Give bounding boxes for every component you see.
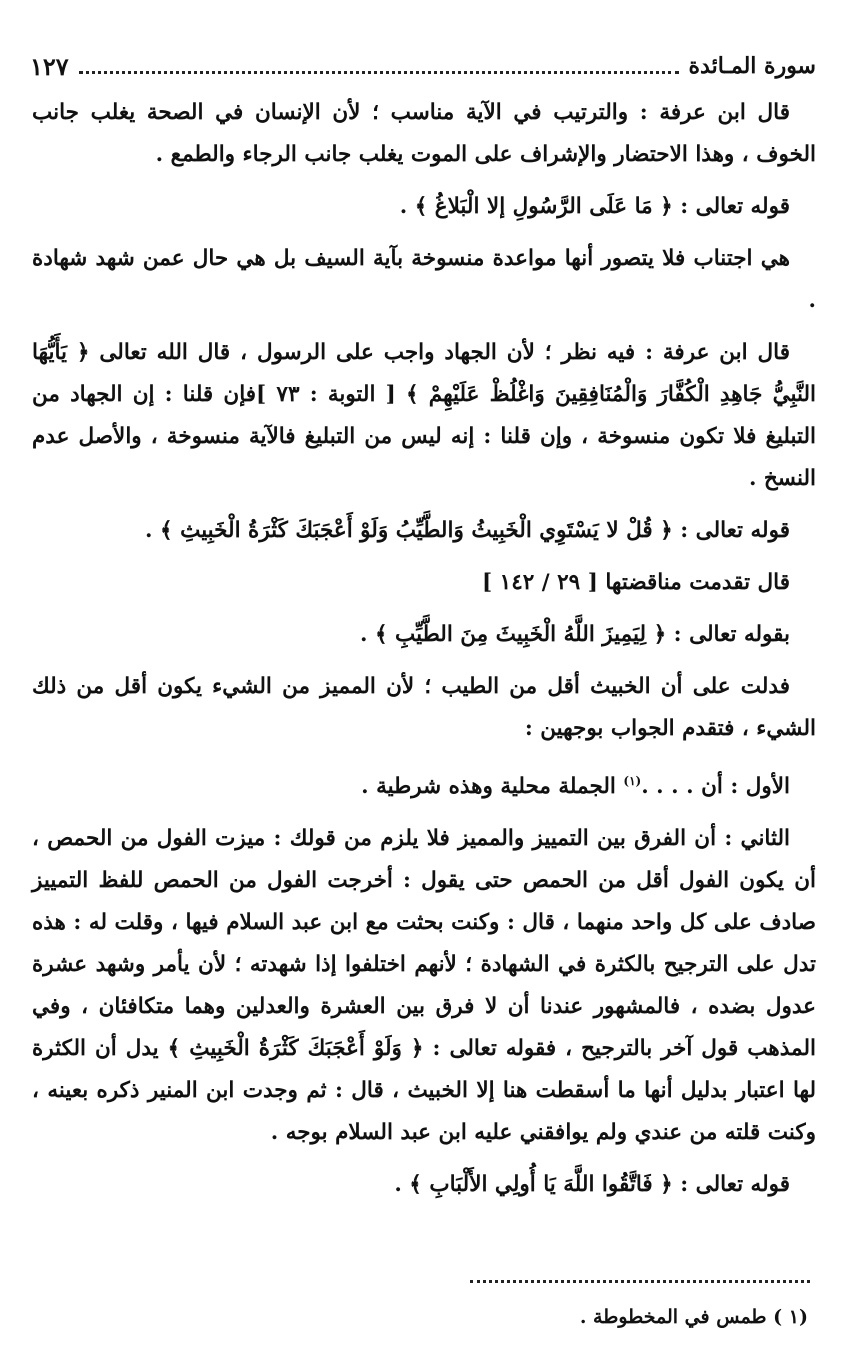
paragraph: فدلت على أن الخبيث أقل من الطيب ؛ لأن المميز من الشيء يكون أقل من ذلك الشيء ، فتقدم الجواب بوجهين : [32, 674, 816, 741]
page-header [30, 46, 816, 86]
paragraph: هي اجتناب فلا يتصور أنها مواعدة منسوخة بآية السيف بل هي حال عمن شهد شهادة . [32, 246, 816, 313]
header-dotted-leader [79, 70, 679, 74]
footnote: (١ ) طمس في المخطوطة . [579, 1306, 808, 1328]
paragraph: قال ابن عرفة : فيه نظر ؛ لأن الجهاد واجب على الرسول ، قال الله تعالى ﴿ يَأَيُّهَا النَّبِيُّ جَاهِدِ الْكُفَّارَ وَالْمُنَافِقِينَ وَاغْلُظْ عَلَيْهِمْ ﴾ [ التوبة : ٧٣ ]فإن قلنا : إن الجهاد من التبليغ فلا تكون منسوخة ، وإن قلنا : إنه ليس من التبليغ فالآية منسوخة ، والأصل عدم النسخ . [32, 340, 816, 491]
paragraph: قال ابن عرفة : والترتيب في الآية مناسب ؛ لأن الإنسان في الصحة يغلب جانب الخوف ، وهذا الاحتضار والإشراف على الموت يغلب جانب الرجاء والطمع . [32, 100, 816, 167]
footnote-marker: (١) [623, 774, 642, 788]
surah-title: سورة المـائدة [688, 53, 816, 79]
paragraph: قوله تعالى : ﴿ مَا عَلَى الرَّسُولِ إلا الْبَلاغُ ﴾ . [399, 194, 790, 219]
footnote-divider [470, 1280, 810, 1283]
paragraph-part: الجملة محلية وهذه شرطية . [361, 774, 624, 800]
paragraph: قوله تعالى : ﴿ فَاتَّقُوا اللَّهَ يَا أُولِي الأَلْبَابِ ﴾ . [394, 1172, 790, 1198]
page-number: ١٢٧ [30, 51, 69, 81]
paragraph: الثاني : أن الفرق بين التمييز والمميز فلا يلزم من قولك : ميزت الفول من الحمص ، أن يكون الفول أقل من الحمص حتى يقول : أخرجت الفول من الحمص للفظ التمييز صادف على كل واحد منهما ، قال : وكنت بحثت مع ابن عبد السلام فيها ، وقلت له : هذه تدل على الترجيح بالكثرة في الشهادة ؛ لأنهم اختلفوا إذا شهدته ؛ لأن يأمر وشهد عشرة عدول بضده ، فالمشهور عندنا أن لا فرق بين العشرة والعدلين وهما متكافئان ، وفي المذهب قول آخر بالترجيح ، فقوله تعالى : ﴿ وَلَوْ أَعْجَبَكَ كَثْرَةُ الْخَبِيثِ ﴾ يدل أن الكثرة لها اعتبار بدليل أنها ما أسقطت هنا إلا الخبيث ، قال : ثم وجدت ابن المنير ذكره بعينه ، وكنت قلته من عندي ولم يوافقني عليه ابن عبد السلام بوجه . [32, 826, 816, 1146]
paragraph: قال تقدمت مناقضتها [ ٢٩ / ١٤٢ ] [481, 570, 790, 595]
main-text [32, 92, 816, 1216]
paragraph: بقوله تعالى : ﴿ لِيَمِيزَ اللَّهُ الْخَبِيثَ مِنَ الطَّيِّبِ ﴾ . [359, 622, 790, 647]
paragraph: قوله تعالى : ﴿ قُلْ لا يَسْتَوِي الْخَبِيثُ وَالطَّيِّبُ وَلَوْ أَعْجَبَكَ كَثْرَةُ الْخَبِيثِ ﴾ . [145, 518, 790, 543]
paragraph-part: الأول : أن . . . . [641, 774, 790, 800]
paragraph [32, 760, 816, 808]
